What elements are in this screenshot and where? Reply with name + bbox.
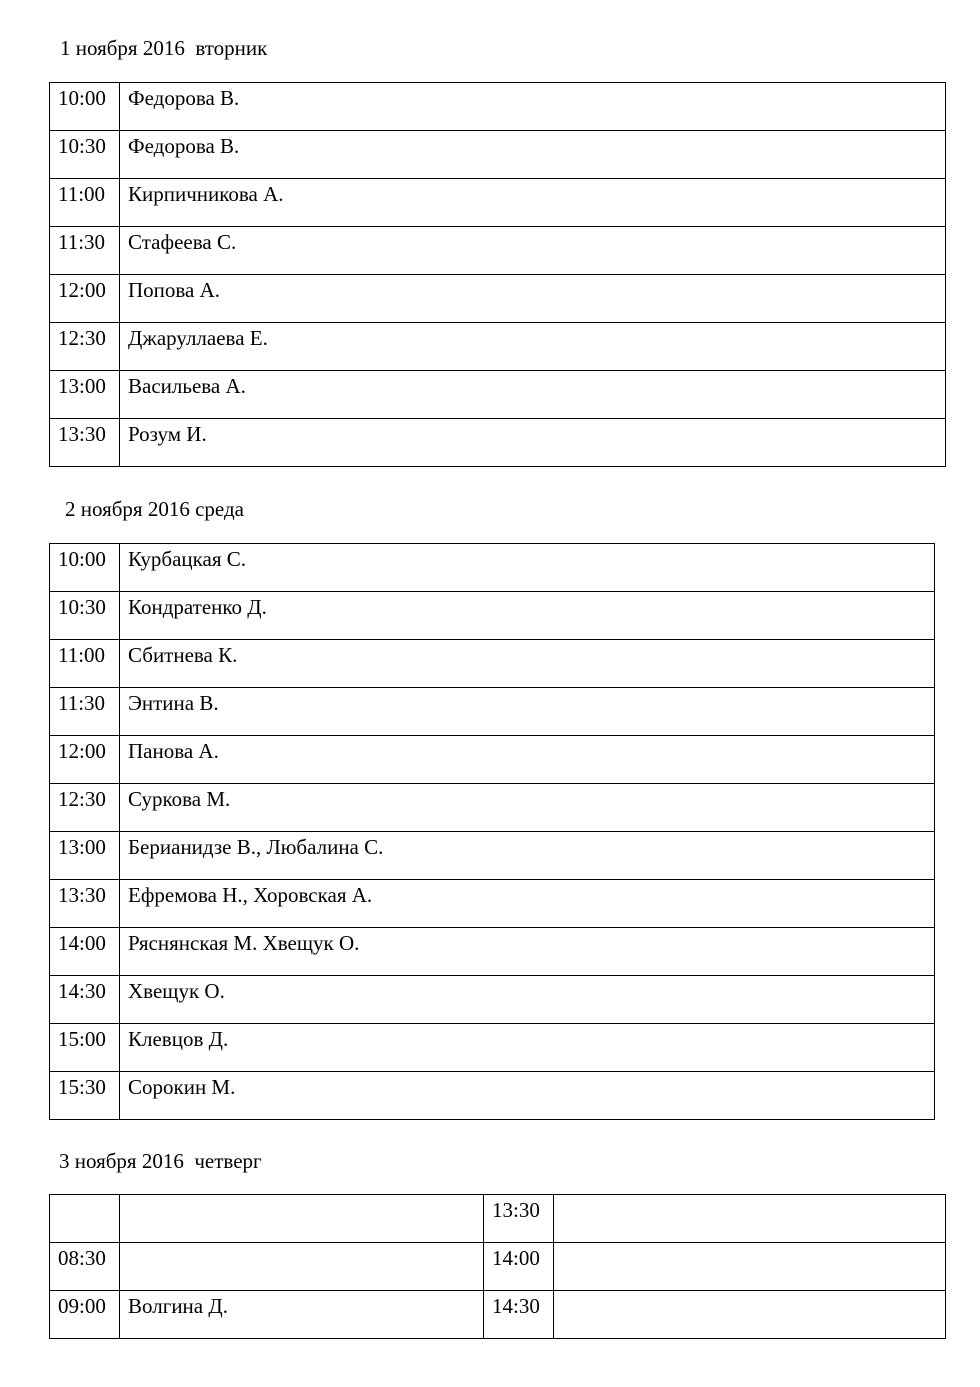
name-cell [120, 1072, 935, 1120]
time-slot: 14:30 [58, 979, 106, 1003]
name-cell [120, 1291, 484, 1339]
name-cell [120, 83, 946, 131]
time-cell [50, 227, 120, 275]
name-cell [554, 1195, 946, 1243]
day-heading-nov-2: 2 ноября 2016 среда [65, 497, 244, 521]
time-cell [50, 179, 120, 227]
time-cell [484, 1291, 554, 1339]
time-slot: 10:30 [58, 595, 106, 619]
time-slot: 11:00 [58, 643, 106, 667]
student-name [554, 1195, 945, 1198]
time-cell [50, 275, 120, 323]
table-row [50, 1243, 946, 1291]
time-cell [50, 592, 120, 640]
time-cell [50, 131, 120, 179]
student-name: Федорова В. [128, 134, 240, 158]
time-slot: 10:30 [58, 134, 106, 158]
time-slot: 15:00 [58, 1027, 106, 1051]
time-cell [50, 419, 120, 467]
student-name: Суркова М. [128, 787, 231, 811]
time-cell [50, 640, 120, 688]
time-slot: 14:30 [492, 1294, 540, 1318]
schedule-table-nov-3 [49, 1194, 946, 1339]
time-slot: 13:00 [58, 374, 106, 398]
time-slot: 10:00 [58, 547, 106, 571]
table-row [50, 928, 935, 976]
table-row [50, 275, 946, 323]
time-slot: 14:00 [58, 931, 106, 955]
time-cell [50, 1072, 120, 1120]
student-name: Ефремова Н., Хоровская А. [128, 883, 373, 907]
time-slot: 11:30 [58, 691, 106, 715]
student-name: Энтина В. [128, 691, 219, 715]
name-cell [120, 832, 935, 880]
student-name: Васильева А. [128, 374, 246, 398]
time-slot: 13:00 [58, 835, 106, 859]
table-row [50, 880, 935, 928]
student-name: Джаруллаева Е. [128, 326, 268, 350]
schedule-table-nov-2 [49, 543, 935, 1120]
day-heading-nov-1: 1 ноября 2016 вторник [60, 36, 268, 60]
table-row [50, 1024, 935, 1072]
name-cell [120, 544, 935, 592]
student-name [554, 1243, 945, 1246]
time-slot: 08:30 [58, 1246, 106, 1270]
time-slot: 13:30 [492, 1198, 540, 1222]
table-row [50, 784, 935, 832]
student-name: Розум И. [128, 422, 207, 446]
table-row [50, 1291, 946, 1339]
time-cell [50, 83, 120, 131]
student-name [120, 1195, 483, 1198]
name-cell [120, 179, 946, 227]
name-cell [120, 1195, 484, 1243]
time-slot: 14:00 [492, 1246, 540, 1270]
student-name [554, 1291, 945, 1294]
time-cell [50, 784, 120, 832]
name-cell [120, 1243, 484, 1291]
student-name: Курбацкая С. [128, 547, 247, 571]
student-name [120, 1243, 483, 1246]
student-name: Ряснянская М. Хвещук О. [128, 931, 360, 955]
schedule-table-nov-1 [49, 82, 946, 467]
table-row [50, 131, 946, 179]
name-cell [120, 736, 935, 784]
student-name: Федорова В. [128, 86, 240, 110]
table-row [50, 323, 946, 371]
table-row [50, 179, 946, 227]
name-cell [120, 928, 935, 976]
table-row [50, 544, 935, 592]
time-slot: 09:00 [58, 1294, 106, 1318]
time-cell [50, 323, 120, 371]
time-cell [50, 736, 120, 784]
table-row [50, 419, 946, 467]
name-cell [554, 1291, 946, 1339]
time-slot: 12:30 [58, 787, 106, 811]
name-cell [120, 227, 946, 275]
table-row [50, 83, 946, 131]
time-cell [50, 371, 120, 419]
time-slot: 12:00 [58, 278, 106, 302]
time-cell [50, 1024, 120, 1072]
name-cell [120, 275, 946, 323]
student-name: Попова А. [128, 278, 221, 302]
time-cell [50, 928, 120, 976]
table-row [50, 736, 935, 784]
name-cell [120, 784, 935, 832]
name-cell [120, 688, 935, 736]
time-slot: 11:00 [58, 182, 106, 206]
table-row [50, 592, 935, 640]
student-name: Волгина Д. [128, 1294, 228, 1318]
time-cell [50, 832, 120, 880]
student-name: Хвещук О. [128, 979, 225, 1003]
time-slot: 13:30 [58, 422, 106, 446]
time-slot: 12:00 [58, 739, 106, 763]
table-row [50, 227, 946, 275]
name-cell [120, 1024, 935, 1072]
student-name: Панова А. [128, 739, 219, 763]
student-name: Берианидзе В., Любалина С. [128, 835, 384, 859]
table-row [50, 1072, 935, 1120]
table-row [50, 371, 946, 419]
name-cell [120, 323, 946, 371]
time-cell [50, 976, 120, 1024]
student-name: Кирпичникова А. [128, 182, 284, 206]
day-heading-nov-3: 3 ноября 2016 четверг [59, 1149, 262, 1173]
name-cell [120, 592, 935, 640]
name-cell [120, 419, 946, 467]
student-name: Сбитнева К. [128, 643, 238, 667]
name-cell [120, 640, 935, 688]
time-cell [50, 544, 120, 592]
time-slot [50, 1195, 119, 1198]
time-cell [484, 1243, 554, 1291]
time-cell [50, 688, 120, 736]
name-cell [120, 976, 935, 1024]
student-name: Сорокин М. [128, 1075, 236, 1099]
time-slot: 12:30 [58, 326, 106, 350]
time-cell [50, 1291, 120, 1339]
name-cell [554, 1243, 946, 1291]
name-cell [120, 371, 946, 419]
table-row [50, 832, 935, 880]
student-name: Клевцов Д. [128, 1027, 229, 1051]
table-row [50, 1195, 946, 1243]
time-cell [50, 1243, 120, 1291]
time-slot: 10:00 [58, 86, 106, 110]
table-row [50, 976, 935, 1024]
time-slot: 13:30 [58, 883, 106, 907]
time-cell [484, 1195, 554, 1243]
name-cell [120, 880, 935, 928]
student-name: Кондратенко Д. [128, 595, 267, 619]
time-slot: 15:30 [58, 1075, 106, 1099]
name-cell [120, 131, 946, 179]
time-cell [50, 880, 120, 928]
student-name: Стафеева С. [128, 230, 237, 254]
time-cell [50, 1195, 120, 1243]
time-slot: 11:30 [58, 230, 106, 254]
table-row [50, 640, 935, 688]
table-row [50, 688, 935, 736]
